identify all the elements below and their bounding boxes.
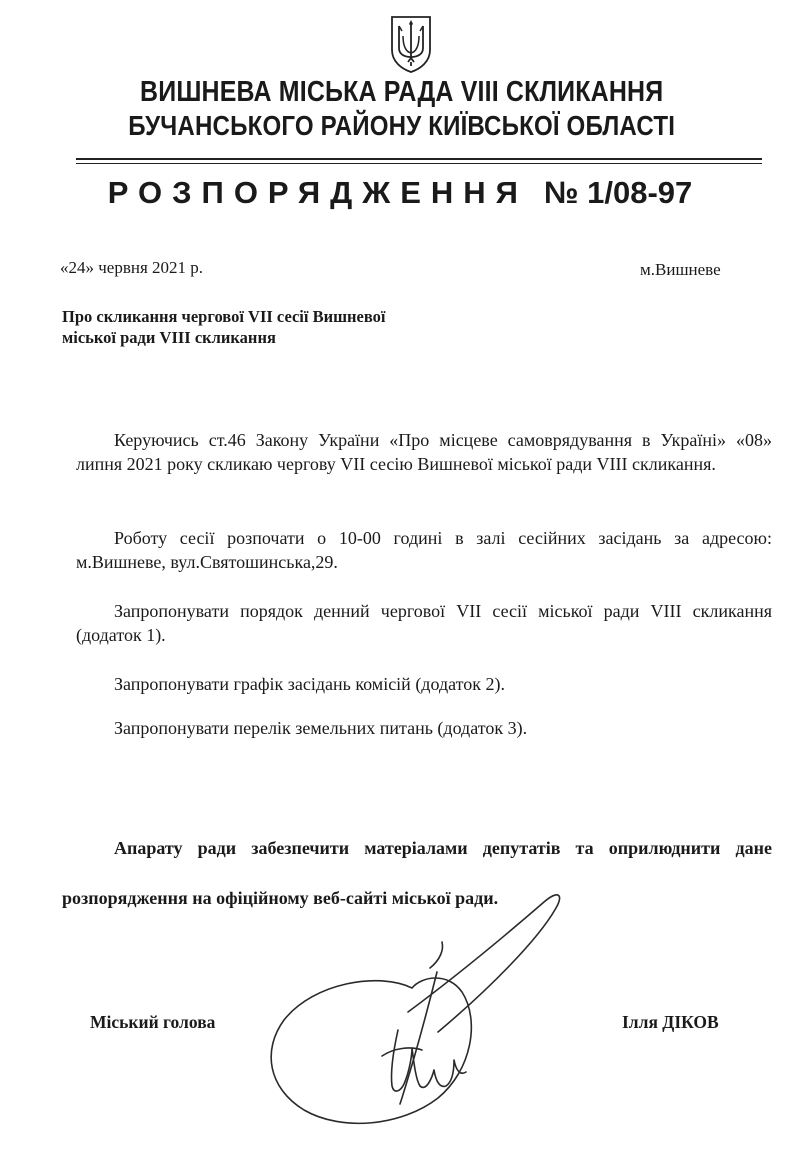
header-divider <box>76 158 762 160</box>
paragraph-2 <box>76 526 772 574</box>
document-place: м.Вишневе <box>640 260 721 279</box>
paragraph-4 <box>76 672 772 696</box>
paragraph-2-text: Роботу сесії розпочати о 10-00 годині в залі сесійних засідань за адресою: м.Вишневе, вул.Святошинська,29. <box>76 528 772 572</box>
signatory-name: Ілля ДІКОВ <box>622 1012 719 1032</box>
paragraph-5-text: Запропонувати перелік земельних питань (додаток 3). <box>114 718 528 738</box>
subject-line-2: міської ради VIII скликання <box>62 328 276 347</box>
paragraph-3 <box>76 599 772 647</box>
council-region: БУЧАНСЬКОГО РАЙОНУ КИЇВСЬКОЇ ОБЛАСТІ <box>128 110 676 141</box>
paragraph-1 <box>76 428 772 476</box>
subject-line-1: Про скликання чергової VII сесії Вишневої <box>62 307 386 326</box>
document-date: «24» червня 2021 р. <box>60 258 204 277</box>
handwritten-signature <box>262 880 592 1135</box>
final-instruction-text: Апарату ради забезпечити матеріалами депутатів та оприлюднити дане розпорядження на офіційному веб-сайті міської ради. <box>62 838 772 908</box>
document-type: РОЗПОРЯДЖЕННЯ <box>107 175 528 210</box>
document-heading <box>0 175 800 211</box>
paragraph-3-text: Запропонувати порядок денний чергової VII сесії міської ради VIII скликання (додаток 1). <box>76 601 772 645</box>
paragraph-5 <box>76 716 772 740</box>
trident-emblem-icon <box>388 14 434 74</box>
council-name: ВИШНЕВА МІСЬКА РАДА VIII СКЛИКАННЯ <box>140 76 664 108</box>
signatory-title: Міський голова <box>90 1012 216 1032</box>
paragraph-1-text: Керуючись ст.46 Закону України «Про місцеве самоврядування в Україні» «08» липня 2021 року скликаю чергову VII сесію Вишневої міської ради VIII скликання. <box>76 430 772 474</box>
header-divider-thin <box>76 163 762 164</box>
paragraph-4-text: Запропонувати графік засідань комісій (додаток 2). <box>114 674 505 694</box>
document-subject <box>62 306 482 348</box>
document-number: № 1/08-97 <box>543 175 693 210</box>
